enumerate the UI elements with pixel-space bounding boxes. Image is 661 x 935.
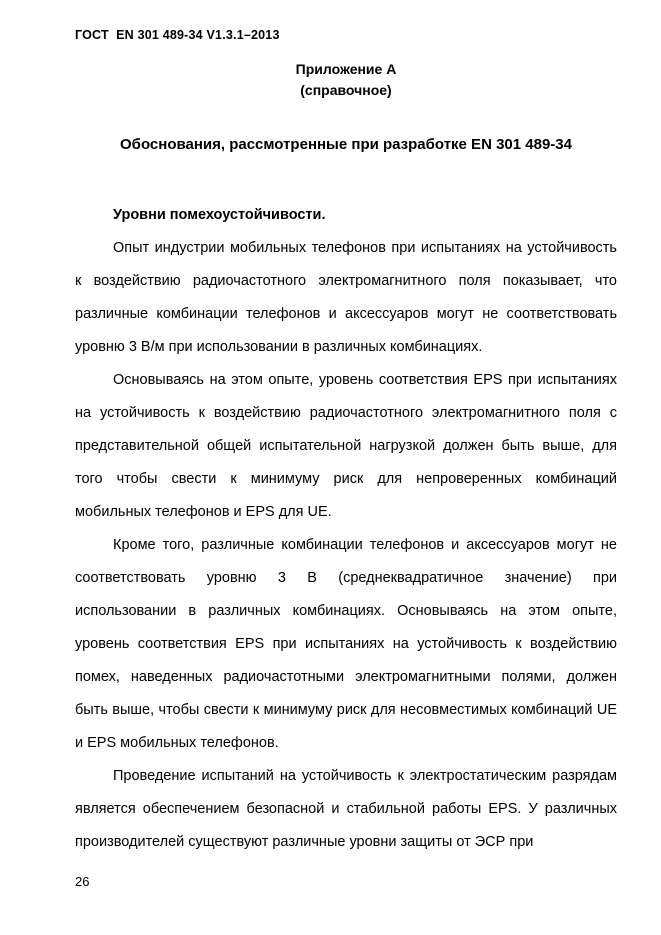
- annex-subtitle: Обоснования, рассмотренные при разработке EN 301 489-34: [120, 136, 572, 153]
- page-number: 26: [75, 874, 90, 889]
- paragraph-4: Проведение испытаний на устойчивость к электростатическим разрядам является обеспечением безопасной и стабильной работы EPS. У различных производителей существуют различные уровни защиты от ЭСР при: [75, 768, 617, 850]
- annex-title-line1: Приложение А: [295, 61, 397, 77]
- paragraph-2: Основываясь на этом опыте, уровень соответствия EPS при испытаниях на устойчивость к воздействию радиочастотного электромагнитного поля с представительной общей испытательной нагрузкой должен быть выше, для того чтобы свести к минимуму риск для непроверенных комбинаций мобильных телефонов и EPS для UE.: [75, 372, 617, 520]
- annex-title-line2: (справочное): [300, 82, 392, 98]
- body-text-block: [75, 199, 617, 859]
- annex-title-block: [75, 59, 617, 101]
- section-heading: Уровни помехоустойчивости.: [113, 207, 326, 223]
- paragraph-3: Кроме того, различные комбинации телефонов и аксессуаров могут не соответствовать уровню 3 В (среднеквадратичное значение) при использовании в различных комбинациях. Основываясь на этом опыте, уровень соответствия EPS при испытаниях на устойчивость к воздействию помех, наведенных радиочастотными электромагнитными полями, должен быть выше, чтобы свести к минимуму риск для несовместимых комбинаций UE и EPS мобильных телефонов.: [75, 537, 617, 751]
- paragraph-1: Опыт индустрии мобильных телефонов при испытаниях на устойчивость к воздействию радиочастотного электромагнитного поля показывает, что различные комбинации телефонов и аксессуаров могут не соответствовать уровню 3 В/м при использовании в различных комбинациях.: [75, 240, 617, 355]
- document-number-header: ГОСТ EN 301 489-34 V1.3.1–2013: [75, 28, 280, 42]
